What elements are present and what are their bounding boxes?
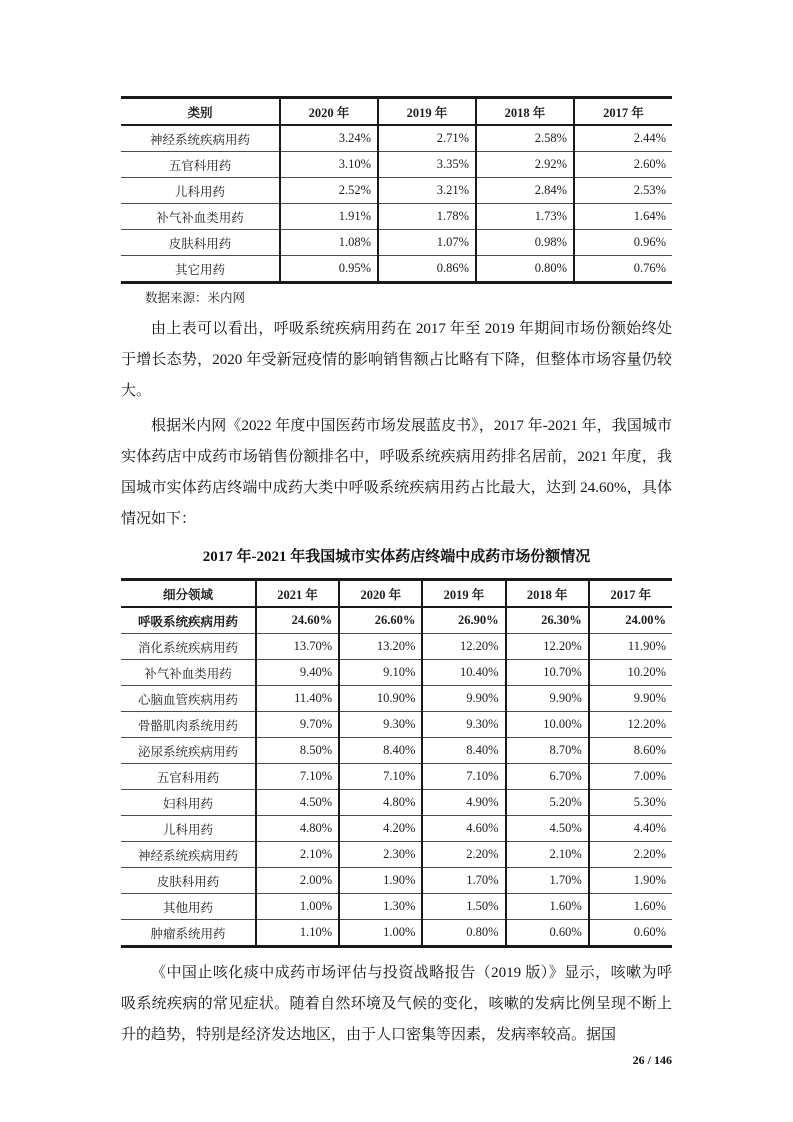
table-row (121, 607, 672, 634)
table-row (121, 842, 672, 868)
value-cell: 4.60% (422, 816, 505, 842)
row-label-cell: 肿瘤系统用药 (121, 920, 256, 947)
table-row (121, 920, 672, 947)
value-cell: 8.40% (422, 738, 505, 764)
value-cell: 8.40% (339, 738, 422, 764)
value-cell: 1.90% (339, 868, 422, 894)
row-label-cell: 补气补血类用药 (121, 660, 256, 686)
value-cell: 13.70% (256, 634, 339, 660)
table-row (121, 790, 672, 816)
table-row (121, 178, 672, 204)
header-row (121, 98, 672, 126)
column-header: 2018 年 (476, 98, 574, 126)
value-cell: 9.10% (339, 660, 422, 686)
value-cell: 1.30% (339, 894, 422, 920)
value-cell: 0.80% (476, 256, 574, 283)
value-cell: 12.20% (589, 712, 672, 738)
value-cell: 12.20% (422, 634, 505, 660)
row-label-cell: 泌尿系统疾病用药 (121, 738, 256, 764)
value-cell: 2.60% (574, 152, 672, 178)
paragraph-market-trend: 由上表可以看出，呼吸系统疾病用药在 2017 年至 2019 年期间市场份额始终处于增长态势，2020 年受新冠疫情的影响销售额占比略有下降，但整体市场容量仍较大。 (121, 321, 672, 399)
value-cell: 4.90% (422, 790, 505, 816)
value-cell: 7.10% (422, 764, 505, 790)
column-header: 2020 年 (280, 98, 378, 126)
value-cell: 9.30% (339, 712, 422, 738)
page-number: 26 / 146 (632, 1053, 672, 1067)
column-header: 2017 年 (589, 580, 672, 608)
value-cell: 9.90% (589, 686, 672, 712)
value-cell: 4.50% (506, 816, 589, 842)
row-label-cell: 心脑血管疾病用药 (121, 686, 256, 712)
value-cell: 1.50% (422, 894, 505, 920)
value-cell: 26.30% (506, 607, 589, 634)
value-cell: 1.70% (506, 868, 589, 894)
value-cell: 1.07% (378, 230, 476, 256)
value-cell: 1.00% (256, 894, 339, 920)
row-label-cell: 儿科用药 (121, 816, 256, 842)
value-cell: 3.21% (378, 178, 476, 204)
value-cell: 11.90% (589, 634, 672, 660)
value-cell: 11.40% (256, 686, 339, 712)
table-row (121, 634, 672, 660)
paragraph-cough-report: 《中国止咳化痰中成药市场评估与投资战略报告（2019 版）》显示，咳嗽为呼吸系统疾病的常见症状。随着自然环境及气候的变化，咳嗽的发病比例呈现不断上升的趋势，特别是经济发达地区，由于人口密集等因素，发病率较高。据国 (121, 965, 672, 1043)
table2-title: 2017 年-2021 年我国城市实体药店终端中成药市场份额情况 (202, 549, 591, 565)
table-row (121, 125, 672, 152)
table-row (121, 894, 672, 920)
value-cell: 8.70% (506, 738, 589, 764)
value-cell: 4.20% (339, 816, 422, 842)
table-body (121, 607, 672, 947)
table-row (121, 816, 672, 842)
value-cell: 9.30% (422, 712, 505, 738)
column-header: 细分领域 (121, 580, 256, 608)
value-cell: 10.90% (339, 686, 422, 712)
row-label-cell: 皮肤科用药 (121, 868, 256, 894)
value-cell: 1.08% (280, 230, 378, 256)
value-cell: 0.98% (476, 230, 574, 256)
value-cell: 7.10% (256, 764, 339, 790)
value-cell: 4.80% (256, 816, 339, 842)
row-label-cell: 消化系统疾病用药 (121, 634, 256, 660)
header-row (121, 580, 672, 608)
value-cell: 0.96% (574, 230, 672, 256)
table-row (121, 256, 672, 283)
value-cell: 5.20% (506, 790, 589, 816)
value-cell: 3.35% (378, 152, 476, 178)
value-cell: 2.53% (574, 178, 672, 204)
value-cell: 10.70% (506, 660, 589, 686)
value-cell: 4.50% (256, 790, 339, 816)
value-cell: 5.30% (589, 790, 672, 816)
value-cell: 0.80% (422, 920, 505, 947)
value-cell: 1.91% (280, 204, 378, 230)
value-cell: 24.00% (589, 607, 672, 634)
value-cell: 3.10% (280, 152, 378, 178)
value-cell: 0.76% (574, 256, 672, 283)
table-row (121, 764, 672, 790)
row-label-cell: 妇科用药 (121, 790, 256, 816)
value-cell: 1.70% (422, 868, 505, 894)
column-header: 2021 年 (256, 580, 339, 608)
value-cell: 10.00% (506, 712, 589, 738)
value-cell: 8.50% (256, 738, 339, 764)
row-label-cell: 其他用药 (121, 894, 256, 920)
value-cell: 26.90% (422, 607, 505, 634)
row-label-cell: 神经系统疾病用药 (121, 842, 256, 868)
row-label-cell: 皮肤科用药 (121, 230, 280, 256)
paragraph-bluebook: 根据米内网《2022 年度中国医药市场发展蓝皮书》，2017 年-2021 年，我国城市实体药店中成药市场销售份额排名中，呼吸系统疾病用药排名居前，2021 年度，我国城市实体药店终端中成药大类中呼吸系统疾病用药占比最大，达到 24.60%，具体情况如下： (121, 418, 672, 527)
value-cell: 4.40% (589, 816, 672, 842)
table-row (121, 868, 672, 894)
value-cell: 0.86% (378, 256, 476, 283)
value-cell: 24.60% (256, 607, 339, 634)
value-cell: 2.20% (589, 842, 672, 868)
value-cell: 2.52% (280, 178, 378, 204)
table-row (121, 738, 672, 764)
column-header: 2017 年 (574, 98, 672, 126)
value-cell: 1.60% (506, 894, 589, 920)
value-cell: 10.40% (422, 660, 505, 686)
value-cell: 2.30% (339, 842, 422, 868)
row-label-cell: 五官科用药 (121, 152, 280, 178)
row-label-cell: 呼吸系统疾病用药 (137, 614, 238, 629)
value-cell: 2.84% (476, 178, 574, 204)
value-cell: 1.90% (589, 868, 672, 894)
table-row (121, 660, 672, 686)
value-cell: 8.60% (589, 738, 672, 764)
table-row (121, 204, 672, 230)
value-cell: 9.90% (422, 686, 505, 712)
row-label-cell: 补气补血类用药 (121, 204, 280, 230)
category-share-table (121, 96, 672, 284)
value-cell: 1.00% (339, 920, 422, 947)
value-cell: 2.58% (476, 125, 574, 152)
value-cell: 0.60% (589, 920, 672, 947)
column-header: 2019 年 (378, 98, 476, 126)
value-cell: 12.20% (506, 634, 589, 660)
value-cell: 2.10% (256, 842, 339, 868)
value-cell: 3.24% (280, 125, 378, 152)
row-label-cell: 神经系统疾病用药 (149, 132, 250, 147)
column-header: 2019 年 (422, 580, 505, 608)
value-cell: 0.95% (280, 256, 378, 283)
table-row (121, 230, 672, 256)
segment-share-table (121, 578, 672, 948)
table-header-row (121, 580, 672, 608)
data-source-note: 数据来源：米内网 (145, 291, 246, 305)
value-cell: 2.92% (476, 152, 574, 178)
row-label-cell: 骨骼肌肉系统用药 (121, 712, 256, 738)
table-row (121, 712, 672, 738)
value-cell: 1.73% (476, 204, 574, 230)
value-cell: 4.80% (339, 790, 422, 816)
value-cell: 7.00% (589, 764, 672, 790)
value-cell: 1.78% (378, 204, 476, 230)
value-cell: 1.64% (574, 204, 672, 230)
row-label-cell: 其它用药 (121, 256, 280, 283)
table-row (121, 152, 672, 178)
value-cell: 10.20% (589, 660, 672, 686)
value-cell: 26.60% (339, 607, 422, 634)
value-cell: 6.70% (506, 764, 589, 790)
value-cell: 2.71% (378, 125, 476, 152)
value-cell: 2.44% (574, 125, 672, 152)
value-cell: 9.40% (256, 660, 339, 686)
value-cell: 2.00% (256, 868, 339, 894)
table-body (121, 125, 672, 283)
table-header-row (121, 98, 672, 126)
value-cell: 13.20% (339, 634, 422, 660)
value-cell: 1.60% (589, 894, 672, 920)
value-cell: 7.10% (339, 764, 422, 790)
value-cell: 0.60% (506, 920, 589, 947)
value-cell: 2.10% (506, 842, 589, 868)
value-cell: 1.10% (256, 920, 339, 947)
column-header: 2018 年 (506, 580, 589, 608)
column-header: 2020 年 (339, 580, 422, 608)
column-header: 类别 (121, 98, 280, 126)
value-cell: 9.90% (506, 686, 589, 712)
table-row (121, 686, 672, 712)
row-label-cell: 儿科用药 (121, 178, 280, 204)
row-label-cell: 五官科用药 (121, 764, 256, 790)
value-cell: 9.70% (256, 712, 339, 738)
value-cell: 2.20% (422, 842, 505, 868)
